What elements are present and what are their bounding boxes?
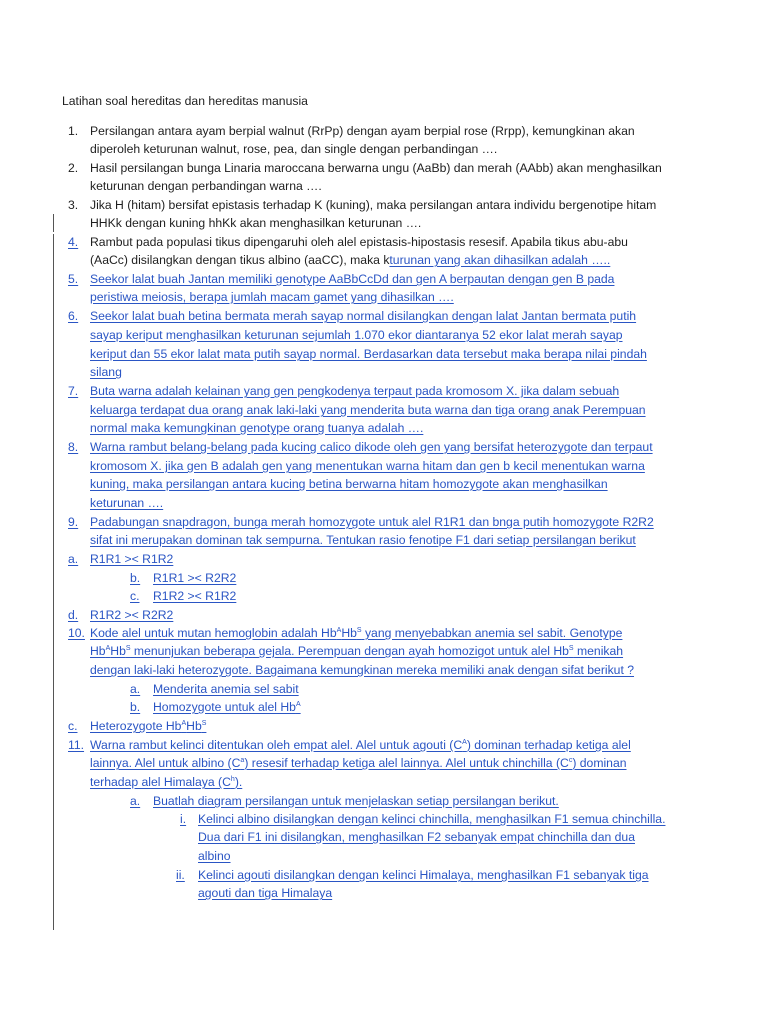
sub-item-text: Buatlah diagram persilangan untuk menjelaskan setiap persilangan berikut. xyxy=(153,794,559,808)
document-title: Latihan soal hereditas dan hereditas manusia xyxy=(62,94,308,108)
superscript: a xyxy=(240,756,245,764)
list-item-line: Rambut pada populasi tikus dipengaruhi oleh alel epistasis-hipostasis resesif. Apabila tikus abu-abu xyxy=(90,235,628,249)
list-number: 5. xyxy=(68,272,79,286)
list-number: 9. xyxy=(68,515,79,529)
list-item-line: Persilangan antara ayam berpial walnut (RrPp) dengan ayam berpial rose (Rrpp), kemungkinan akan xyxy=(90,124,635,138)
text-run: lainnya. Alel untuk albino (C xyxy=(90,756,241,770)
text-run: Hb xyxy=(186,719,202,733)
superscript: A xyxy=(181,719,187,727)
sub-item-text: R1R2 >< R1R2 xyxy=(153,589,237,603)
sub-label: a. xyxy=(68,552,79,566)
text-run: ) dominan terhadap ketiga alel xyxy=(466,738,631,752)
superscript: S xyxy=(568,644,574,652)
superscript: A xyxy=(336,626,342,634)
text-run: Kode alel untuk mutan hemoglobin adalah Hb xyxy=(90,626,337,640)
sub-item-text: R1R1 >< R1R2 xyxy=(90,552,174,566)
sub-item-text: agouti dan tiga Himalaya xyxy=(198,886,333,900)
roman-label: ii. xyxy=(176,868,185,882)
list-item-line: keturunan …. xyxy=(90,496,164,510)
list-item-line: Seekor lalat buah betina bermata merah sayap normal disilangkan dengan lalat Jantan bermata putih xyxy=(90,309,637,323)
text-run: ) dominan xyxy=(572,756,627,770)
list-number: 7. xyxy=(68,384,79,398)
list-item-line: Buta warna adalah kelainan yang gen pengkodenya terpaut pada kromosom X. jika dalam sebuah xyxy=(90,384,620,398)
list-item-line xyxy=(90,773,242,791)
list-item-line: HHKk dengan kuning hhKk akan menghasilkan keturunan …. xyxy=(90,216,422,230)
superscript: h xyxy=(230,775,235,783)
list-item-line: keriput dan 55 ekor lalat mata putih sayap normal. Berdasarkan data tersebut maka berapa nilai pindah xyxy=(90,347,647,361)
sub-item-text: Kelinci albino disilangkan dengan kelinci chinchilla, menghasilkan F1 semua chinchilla. xyxy=(198,812,666,826)
list-item-line: kuning, maka persilangan antara kucing betina berwarna hitam homozygote akan menghasilkan xyxy=(90,477,608,491)
list-item-line: Warna rambut belang-belang pada kucing calico dikode oleh gen yang bersifat heterozygote dan terpaut xyxy=(90,440,653,454)
list-item-line: sayap keriput menghasilkan keturunan sejumlah 1.070 ekor diantaranya 52 ekor lalat merah sayap xyxy=(90,328,623,342)
text-run: terhadap alel Himalaya (C xyxy=(90,775,231,789)
list-item-text: turunan yang akan dihasilkan adalah ….. xyxy=(389,253,611,267)
superscript: S xyxy=(356,626,362,634)
list-number: 10. xyxy=(68,626,85,640)
sub-label: c. xyxy=(68,719,78,733)
superscript: c xyxy=(568,756,573,764)
roman-label: i. xyxy=(180,812,187,826)
text-run: Hb xyxy=(341,626,357,640)
list-item-line xyxy=(90,251,610,269)
list-item-line xyxy=(90,642,623,660)
sub-item-text: R1R2 >< R2R2 xyxy=(90,608,174,622)
sub-label: c. xyxy=(130,589,140,603)
list-item-text: (AaCc) disilangkan dengan tikus albino (aaCC), maka k xyxy=(90,253,390,267)
list-number: 6. xyxy=(68,309,79,323)
superscript: A xyxy=(462,738,467,746)
sub-label: b. xyxy=(130,571,141,585)
sub-label: d. xyxy=(68,608,79,622)
text-run: Homozygote untuk alel Hb xyxy=(153,700,296,714)
superscript: A xyxy=(295,700,301,708)
list-number: 2. xyxy=(68,161,79,175)
list-item-line: normal maka kemungkinan genotype orang tuanya adalah …. xyxy=(90,421,424,435)
sub-item-text: R1R1 >< R2R2 xyxy=(153,571,237,585)
sub-label: b. xyxy=(130,700,141,714)
superscript: S xyxy=(201,719,207,727)
superscript: S xyxy=(125,644,131,652)
change-bar xyxy=(53,214,54,232)
list-item-line: kromosom X. jika gen B adalah gen yang menentukan warna hitam dan gen b kecil menentukan warna xyxy=(90,459,645,473)
text-run: Warna rambut kelinci ditentukan oleh empat alel. Alel untuk agouti (C xyxy=(90,738,463,752)
list-item-line: dengan laki-laki heterozygote. Bagaimana kemungkinan mereka memiliki anak dengan sifat berikut ? xyxy=(90,663,635,677)
change-bar xyxy=(53,234,54,930)
sub-item-text: Kelinci agouti disilangkan dengan kelinci Himalaya, menghasilkan F1 sebanyak tiga xyxy=(198,868,649,882)
text-run: ) resesif terhadap ketiga alel lainnya. Alel untuk chinchilla (C xyxy=(244,756,569,770)
list-item-line: Jika H (hitam) bersifat epistasis terhadap K (kuning), maka persilangan antara individu bergenotipe hitam xyxy=(90,198,657,212)
list-number: 11. xyxy=(68,738,85,752)
list-item-line xyxy=(90,624,622,642)
sub-item-text: Dua dari F1 ini disilangkan, menghasilkan F2 sebanyak empat chinchilla dan dua xyxy=(198,830,635,844)
text-run: yang menyebabkan anemia sel sabit. Genotype xyxy=(361,626,623,640)
list-item-line: keluarga terdapat dua orang anak laki-laki yang menderita buta warna dan tiga orang anak Perempuan xyxy=(90,403,646,417)
text-run: Heterozygote Hb xyxy=(90,719,182,733)
list-item-line: Seekor lalat buah Jantan memiliki genotype AaBbCcDd dan gen A berpautan dengan gen B pada xyxy=(90,272,615,286)
list-item-line: diperoleh keturunan walnut, rose, pea, dan single dengan perbandingan …. xyxy=(90,142,498,156)
sub-label: a. xyxy=(130,794,141,808)
list-number: 3. xyxy=(68,198,79,212)
list-item-line xyxy=(90,736,631,754)
list-number: 8. xyxy=(68,440,79,454)
sub-item-text: albino xyxy=(198,849,231,863)
list-number: 1. xyxy=(68,124,79,138)
list-item-line: Padabungan snapdragon, bunga merah homozygote untuk alel R1R1 dan bnga putih homozygote R2R2 xyxy=(90,515,654,529)
sub-item-text xyxy=(90,717,206,735)
list-item-line: silang xyxy=(90,365,122,379)
text-run: menikah xyxy=(573,644,624,658)
sub-item-text: Menderita anemia sel sabit xyxy=(153,682,299,696)
text-run: Hb xyxy=(90,644,106,658)
list-item-line: sifat ini merupakan dominan tak sempurna. Tentukan rasio fenotipe F1 dari setiap persilangan berikut xyxy=(90,533,636,547)
sub-item-text xyxy=(153,698,301,716)
text-run: Hb xyxy=(110,644,126,658)
superscript: A xyxy=(105,644,111,652)
list-number: 4. xyxy=(68,235,79,249)
list-item-line: keturunan dengan perbandingan warna …. xyxy=(90,179,322,193)
list-item-line: peristiwa meiosis, berapa jumlah macam gamet yang dihasilkan …. xyxy=(90,290,454,304)
text-run: ). xyxy=(234,775,243,789)
list-item-line: Hasil persilangan bunga Linaria maroccana berwarna ungu (AaBb) dan merah (AAbb) akan menghasilkan xyxy=(90,161,662,175)
list-item-line xyxy=(90,754,627,772)
sub-label: a. xyxy=(130,682,141,696)
text-run: menunjukan beberapa gejala. Perempuan dengan ayah homozigot untuk alel Hb xyxy=(130,644,569,658)
